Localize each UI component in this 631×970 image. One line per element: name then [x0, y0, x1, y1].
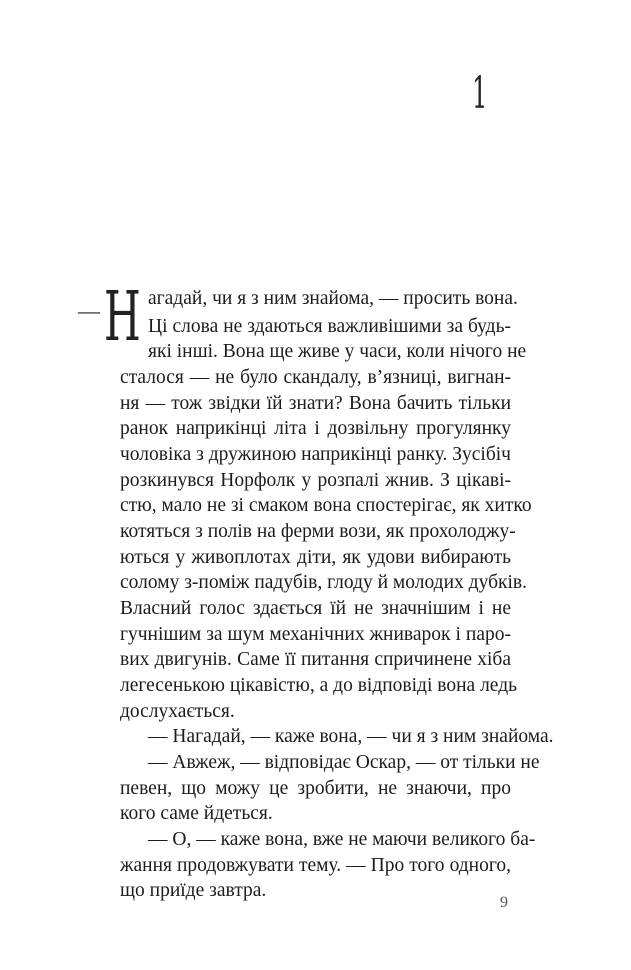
- text-line: кого саме йдеться.: [120, 803, 273, 824]
- text-line: стю, мало не зі смаком вона спостерігає, як хитко: [120, 495, 532, 516]
- text-line: Власний голос здається їй не значнішим і не: [120, 598, 511, 619]
- lead-dash: —: [78, 298, 100, 323]
- text-line: легесенькою цікавістю, а до відповіді вона ледь: [120, 675, 518, 696]
- text-line: агадай, чи я з ним знайома, — просить вона.: [148, 288, 518, 309]
- text-line: що приїде завтра.: [120, 880, 267, 901]
- text-line: чоловіка з дружиною наприкінці ранку. Зусібіч: [120, 444, 511, 465]
- drop-cap: Н: [104, 278, 141, 357]
- text-line: ються у живоплотах діти, як удови вибирають: [120, 547, 511, 568]
- text-line: певен, що можу це зробити, не знаючи, про: [120, 778, 511, 799]
- text-line: розкинувся Норфолк у розпалі жнив. З цікаві-: [120, 470, 511, 491]
- text-line: — О, — каже вона, вже не маючи великого ба-: [148, 829, 536, 850]
- text-line: — Нагадай, — каже вона, — чи я з ним знайома.: [148, 726, 554, 747]
- text-line: жання продовжувати тему. — Про того одного,: [120, 855, 511, 876]
- text-line: дослухається.: [120, 701, 235, 722]
- text-line: вих двигунів. Саме її питання спричинене хіба: [120, 649, 511, 670]
- text-line: — Авжеж, — відповідає Оскар, — от тільки не: [148, 752, 540, 773]
- page-number: 9: [500, 894, 508, 911]
- text-line: солому з-поміж падубів, глоду й молодих дубків.: [120, 572, 527, 593]
- text-line: гучнішим за шум механічних жниварок і паро-: [120, 624, 511, 645]
- chapter-number: 1: [472, 68, 488, 119]
- text-line: котяться з полів на ферми вози, як прохолоджу-: [120, 521, 516, 542]
- text-line: сталося — не було скандалу, в’язниці, вигнан-: [120, 367, 511, 388]
- text-line: які інші. Вона ще живе у часи, коли нічого не: [148, 341, 527, 362]
- text-line: ня — тож звідки їй знати? Вона бачить тільки: [120, 393, 511, 414]
- text-line: Ці слова не здаються важливішими за будь-: [148, 316, 511, 337]
- text-line: ранок наприкінці літа і дозвільну прогулянку: [120, 418, 511, 439]
